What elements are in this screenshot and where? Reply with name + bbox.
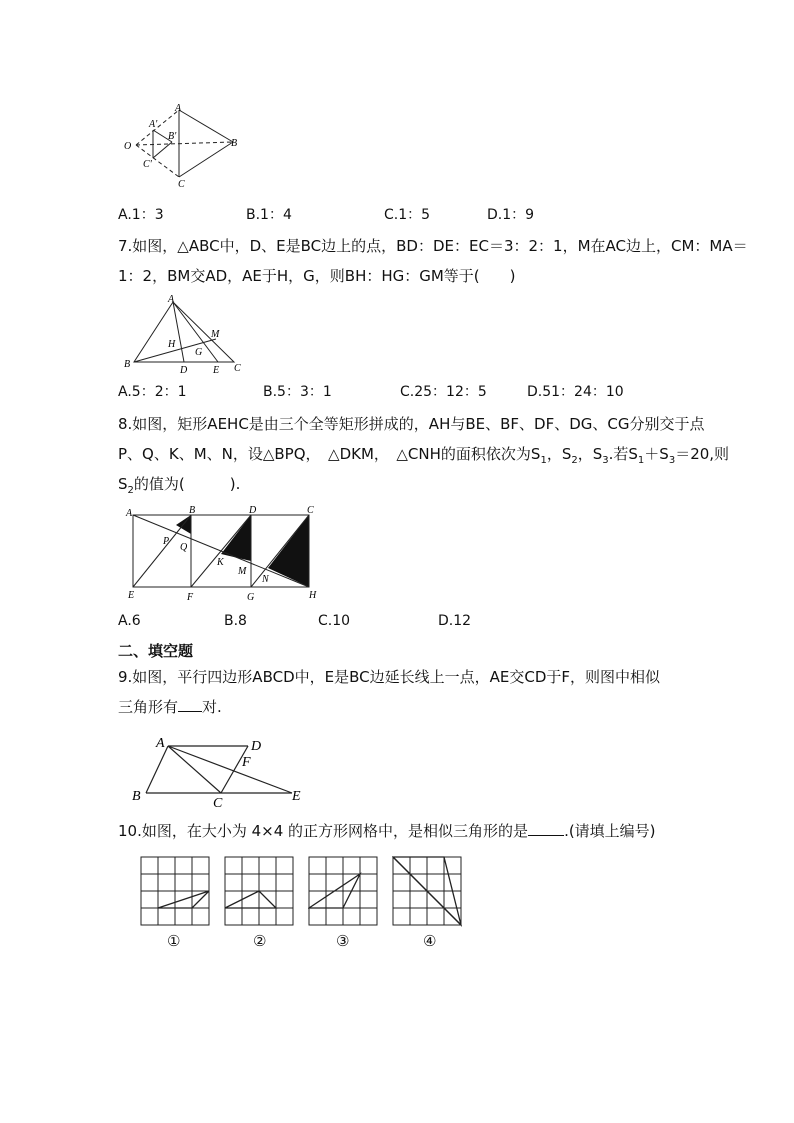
q7-label-M: M bbox=[211, 329, 220, 340]
q8-label-B: B bbox=[189, 505, 196, 516]
q9-label-A: A bbox=[156, 736, 165, 751]
q7-option-c: C.25：12：5 bbox=[400, 384, 487, 400]
q10-grid-1 bbox=[140, 856, 210, 926]
q9-label-D: D bbox=[251, 739, 262, 754]
q6-label-B1: B' bbox=[168, 131, 177, 142]
q8-text-line2: P、Q、K、M、N，设△BPQ， △DKM， △CNH的面积依次为$S_1$，$S_2$，$S_3$.若$S_1+S_3=20$,则 bbox=[118, 445, 730, 466]
q10-grid-2 bbox=[224, 856, 294, 926]
q9-answer-blank[interactable] bbox=[178, 711, 202, 712]
q10-grid-4 bbox=[392, 856, 462, 928]
q8-figure bbox=[118, 502, 328, 602]
q9-label-C: C bbox=[213, 796, 223, 810]
q8-label-Q: Q bbox=[180, 542, 188, 553]
q10-text-line1: 10.如图，在大小为 4×4 的正方形网格中，是相似三角形的是 .(请填上编号) bbox=[118, 822, 656, 840]
q7-option-b: B.5：3：1 bbox=[263, 384, 332, 400]
q7-label-A: A bbox=[168, 294, 175, 305]
q7-option-d: D.51：24：10 bbox=[527, 384, 624, 400]
q6-option-c: C.1：5 bbox=[384, 207, 431, 223]
q7-text-line2: 1：2，BM交AD，AE于H，G，则BH：HG：GM等于( ) bbox=[118, 267, 516, 285]
q8-label-P: P bbox=[163, 536, 170, 547]
q8-label-C: C bbox=[307, 505, 314, 516]
q7-label-D: D bbox=[180, 365, 188, 374]
q10-caption-3: ③ bbox=[336, 932, 350, 950]
q7-label-G: G bbox=[195, 347, 203, 358]
q8-label-H: H bbox=[309, 590, 317, 601]
q9-label-F: F bbox=[242, 755, 251, 770]
q9-text-line2: 三角形有 对. bbox=[118, 698, 222, 716]
q7-label-E: E bbox=[213, 365, 220, 374]
q6-label-A1: A' bbox=[149, 119, 158, 130]
q10-answer-blank[interactable] bbox=[528, 835, 564, 836]
q8-label-N: N bbox=[262, 574, 269, 585]
q8-option-d: D.12 bbox=[438, 613, 472, 629]
q10-grid-3 bbox=[308, 856, 378, 926]
q8-label-D: D bbox=[249, 505, 257, 516]
q10-caption-2: ② bbox=[253, 932, 267, 950]
q6-label-A: A bbox=[175, 103, 182, 114]
q6-label-C: C bbox=[178, 179, 185, 190]
q9-figure bbox=[128, 730, 318, 810]
q6-option-a: A.1：3 bbox=[118, 207, 164, 223]
q7-figure bbox=[118, 292, 248, 374]
q8-label-F: F bbox=[187, 592, 194, 602]
q8-label-M: M bbox=[238, 566, 247, 577]
q8-option-b: B.8 bbox=[224, 613, 247, 629]
q8-option-c: C.10 bbox=[318, 613, 351, 629]
q7-label-B: B bbox=[124, 359, 131, 370]
section-title: 二、填空题 bbox=[118, 642, 194, 660]
q10-caption-1: ① bbox=[167, 932, 181, 950]
q9-text-line1: 9.如图，平行四边形ABCD中，E是BC边延长线上一点，AE交CD于F，则图中相似 bbox=[118, 668, 660, 686]
q7-label-C: C bbox=[234, 363, 241, 374]
q8-label-A: A bbox=[126, 508, 133, 519]
q6-option-d: D.1：9 bbox=[487, 207, 535, 223]
q7-option-a: A.5：2：1 bbox=[118, 384, 187, 400]
q8-label-E: E bbox=[128, 590, 135, 601]
q9-label-B: B bbox=[132, 789, 141, 804]
q8-label-K: K bbox=[217, 557, 224, 568]
q7-text-line1: 7.如图，△ABC中，D、E是BC边上的点，BD：DE：EC＝3：2：1，M在AC边上，CM：MA＝ bbox=[118, 237, 748, 255]
q8-text-line3: $S_2$的值为( ). bbox=[118, 475, 241, 496]
q7-label-H: H bbox=[168, 339, 176, 350]
q8-option-a: A.6 bbox=[118, 613, 141, 629]
q10-caption-4: ④ bbox=[423, 932, 437, 950]
q9-label-E: E bbox=[292, 789, 301, 804]
q8-text-line1: 8.如图，矩形AEHC是由三个全等矩形拼成的，AH与BE、BF、DF、DG、CG分别交于点 bbox=[118, 415, 705, 433]
q6-figure bbox=[120, 100, 260, 195]
q6-label-O: O bbox=[124, 141, 132, 152]
q6-option-b: B.1：4 bbox=[246, 207, 292, 223]
q8-label-G: G bbox=[247, 592, 255, 602]
q6-label-C1: C' bbox=[143, 159, 152, 170]
q6-label-B: B bbox=[231, 138, 238, 149]
